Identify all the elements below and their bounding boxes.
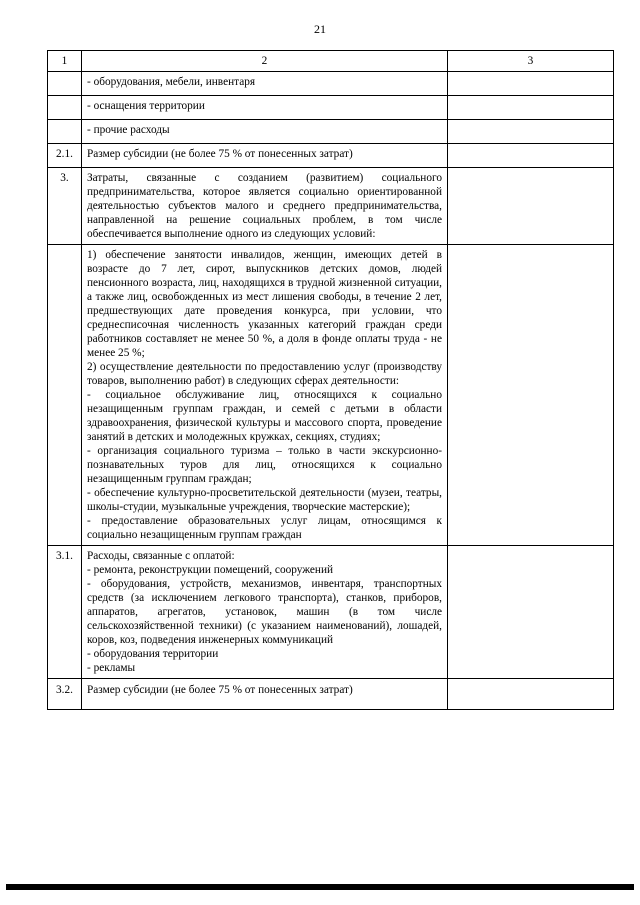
table-row bbox=[48, 546, 614, 679]
row-value-cell bbox=[448, 144, 614, 168]
row-description-cell bbox=[82, 679, 448, 710]
row-text-line: - рекламы bbox=[87, 662, 136, 674]
row-number-cell: 3.2. bbox=[48, 679, 82, 710]
row-description-cell bbox=[82, 245, 448, 546]
row-value-cell bbox=[448, 168, 614, 245]
row-number-cell: 2.1. bbox=[48, 144, 82, 168]
table-row bbox=[48, 168, 614, 245]
table-row bbox=[48, 72, 614, 96]
row-value-cell bbox=[448, 120, 614, 144]
row-text-line: - оснащения территории bbox=[87, 100, 205, 112]
column-header-2: 2 bbox=[82, 51, 448, 72]
row-number-cell bbox=[48, 96, 82, 120]
row-number-cell: 3.1. bbox=[48, 546, 82, 679]
row-text-line: Затраты, связанные с созданием (развитием) социального предпринимательства, которое является социально ориентированной деятельностью субъектов малого и среднего предпринимательства, направленной на решение социальных проблем, в том числе обеспечивается выполнение одного из следующих условий: bbox=[87, 172, 442, 240]
row-text-line: 2) осуществление деятельности по предоставлению услуг (производству товаров, выполнению работ) в следующих сферах деятельности: bbox=[87, 361, 442, 387]
row-number-cell bbox=[48, 120, 82, 144]
row-description-cell bbox=[82, 168, 448, 245]
row-text-line: - ремонта, реконструкции помещений, сооружений bbox=[87, 564, 334, 576]
row-value-cell bbox=[448, 96, 614, 120]
row-value-cell bbox=[448, 72, 614, 96]
row-text-line: - оборудования, мебели, инвентаря bbox=[87, 76, 256, 88]
row-text-line: Расходы, связанные с оплатой: bbox=[87, 550, 235, 562]
row-description-cell bbox=[82, 144, 448, 168]
table-row bbox=[48, 120, 614, 144]
row-text-line: - социальное обслуживание лиц, относящихся к социально незащищенным группам граждан, и семей с детьми в области здравоохранения, физической культуры и массового спорта, проведение занятий в детских и молодежных кружках, секциях, студиях; bbox=[87, 389, 442, 443]
row-text-line: - организация социального туризма – только в части экскурсионно-познавательных туров для лиц, относящихся к социально незащищенным группам граждан; bbox=[87, 445, 442, 485]
row-text-line: Размер субсидии (не более 75 % от понесенных затрат) bbox=[87, 148, 353, 160]
row-text-line: - обеспечение культурно-просветительской деятельности (музеи, театры, школы-студии, музыкальные учреждения, творческие мастерские); bbox=[87, 487, 442, 513]
row-value-cell bbox=[448, 546, 614, 679]
page-number: 21 bbox=[314, 22, 326, 36]
table-row bbox=[48, 679, 614, 710]
table-row bbox=[48, 144, 614, 168]
row-value-cell bbox=[448, 679, 614, 710]
table-row bbox=[48, 245, 614, 546]
row-description-cell bbox=[82, 546, 448, 679]
row-description-cell bbox=[82, 120, 448, 144]
row-text-line: - прочие расходы bbox=[87, 124, 170, 136]
row-text-line: - оборудования, устройств, механизмов, инвентаря, транспортных средств (за исключением легкового транспорта), станков, приборов, аппаратов, агрегатов, установок, машин (в том числе сельскохозяйственной техники) (с указанием наименований), лошадей, коров, коз, подведения инженерных коммуникаций bbox=[87, 578, 442, 646]
row-value-cell bbox=[448, 245, 614, 546]
row-number-cell bbox=[48, 245, 82, 546]
page-bottom-rule bbox=[6, 884, 634, 890]
table-row bbox=[48, 96, 614, 120]
table-header-row bbox=[48, 51, 614, 72]
column-header-3: 3 bbox=[448, 51, 614, 72]
row-description-cell bbox=[82, 96, 448, 120]
row-text-line: - оборудования территории bbox=[87, 648, 219, 660]
row-text-line: - предоставление образовательных услуг лицам, относящимся к социально незащищенным группам граждан bbox=[87, 515, 442, 541]
row-text-line: 1) обеспечение занятости инвалидов, женщин, имеющих детей в возрасте до 7 лет, сирот, выпускников детских домов, людей пенсионного возраста, лиц, находящихся в трудной жизненной ситуации, а также лиц, освобожденных из мест лишения свободы, в течение 2 лет, предшествующих дате проведения конкурса, при условии, что среднесписочная численность указанных категорий граждан среди работников составляет не менее 50 %, а доля в фонде оплаты труда - не менее 25 %; bbox=[87, 249, 442, 359]
row-number-cell: 3. bbox=[48, 168, 82, 245]
column-header-1: 1 bbox=[48, 51, 82, 72]
row-description-cell bbox=[82, 72, 448, 96]
row-number-cell bbox=[48, 72, 82, 96]
row-text-line: Размер субсидии (не более 75 % от понесенных затрат) bbox=[87, 684, 353, 696]
subsidy-expense-table bbox=[47, 50, 614, 710]
